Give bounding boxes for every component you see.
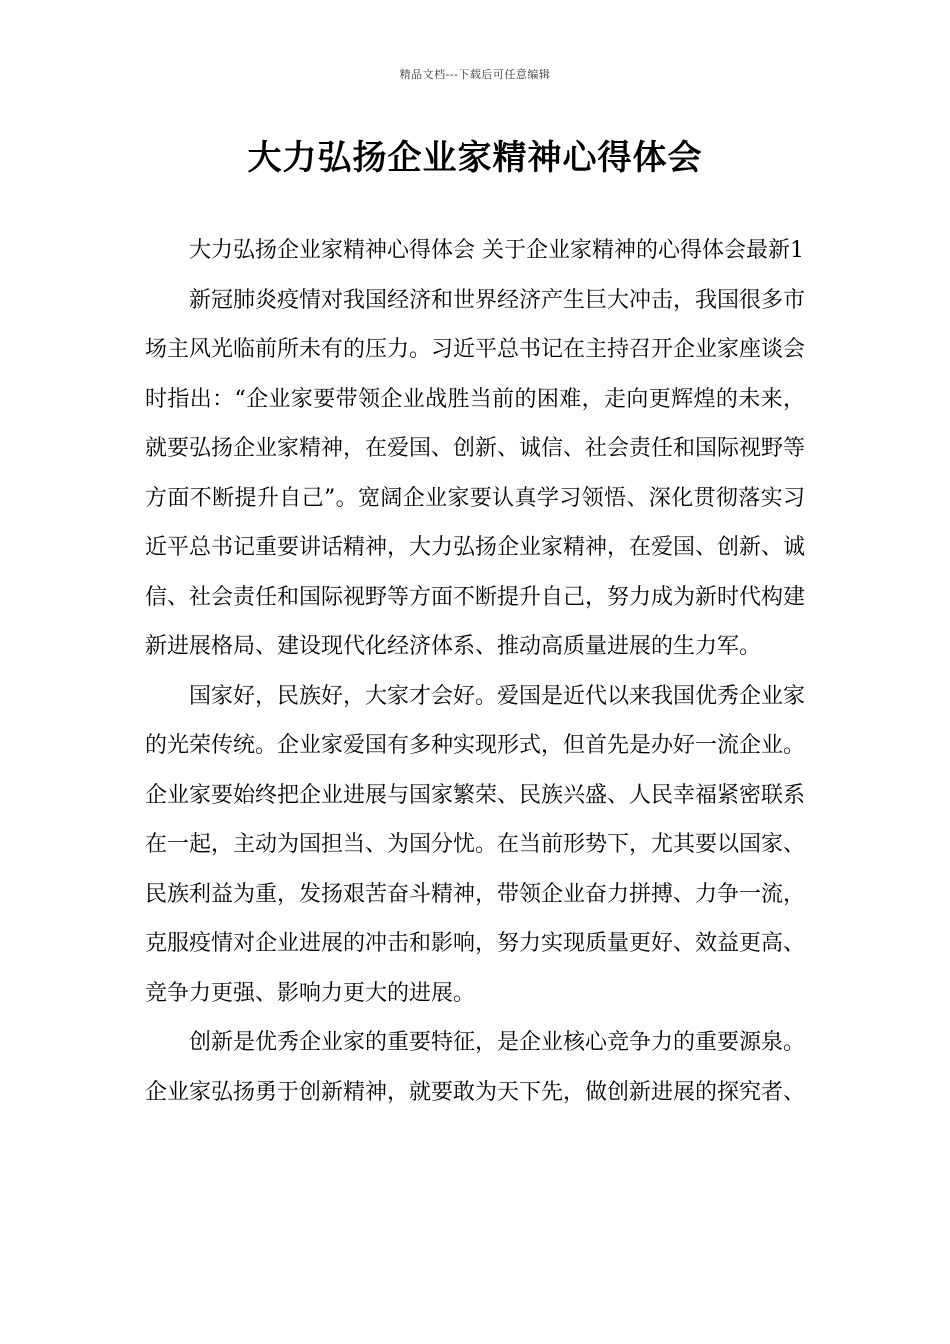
document-body [145, 226, 805, 1117]
paragraph: 国家好，民族好，大家才会好。爱国是近代以来我国优秀企业家的光荣传统。企业家爱国有多种实现形式，但首先是办好一流企业。企业家要始终把企业进展与国家繁荣、民族兴盛、人民幸福紧密联系在一起，主动为国担当、为国分忧。在当前形势下，尤其要以国家、民族利益为重，发扬艰苦奋斗精神，带领企业奋力拼搏、力争一流，克服疫情对企业进展的冲击和影响，努力实现质量更好、效益更高、竞争力更强、影响力更大的进展。 [145, 683, 806, 1006]
paragraph: 创新是优秀企业家的重要特征，是企业核心竞争力的重要源泉。企业家弘扬勇于创新精神，就要敢为天下先，做创新进展的探究者、 [145, 1030, 806, 1105]
paragraph: 大力弘扬企业家精神心得体会 关于企业家精神的心得体会最新1 [189, 238, 804, 263]
document-title: 大力弘扬企业家精神心得体会 [247, 138, 703, 178]
paragraph: 新冠肺炎疫情对我国经济和世界经济产生巨大冲击，我国很多市场主风光临前所未有的压力。习近平总书记在主持召开企业家座谈会时指出：“企业家要带领企业战胜当前的困难，走向更辉煌的未来，就要弘扬企业家精神，在爱国、创新、诚信、社会责任和国际视野等方面不断提升自己”。宽阔企业家要认真学习领悟、深化贯彻落实习近平总书记重要讲话精神，大力弘扬企业家精神，在爱国、创新、诚信、社会责任和国际视野等方面不断提升自己，努力成为新时代构建新进展格局、建设现代化经济体系、推动高质量进展的生力军。 [145, 287, 806, 659]
header-note: 精品文档---下载后可任意编辑 [399, 68, 551, 81]
